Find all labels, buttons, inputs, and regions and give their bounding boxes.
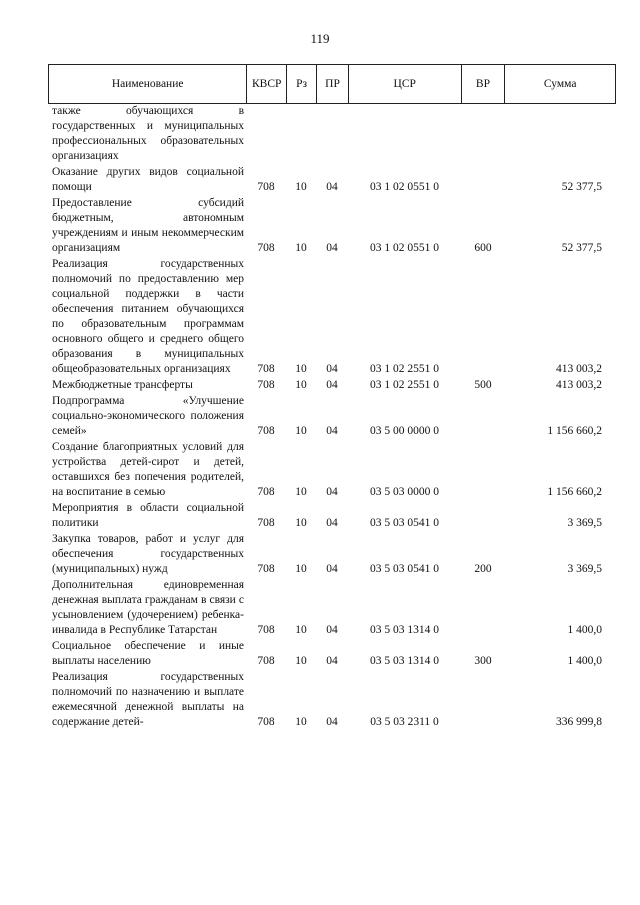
table-body <box>48 104 616 730</box>
row-sum: 413 003,2 <box>556 379 602 391</box>
table-row <box>48 378 616 393</box>
row-csr: 03 1 02 0551 0 <box>370 242 439 254</box>
row-sum: 3 369,5 <box>567 563 602 575</box>
row-name: Создание благоприятных условий для устройства детей-сирот и детей, оставшихся без попечения родителей, на воспитание в семью <box>52 441 244 498</box>
row-rz: 10 <box>295 363 307 375</box>
row-sum: 1 156 660,2 <box>547 425 602 437</box>
row-kvsr: 708 <box>257 655 275 667</box>
row-pr: 04 <box>326 181 338 193</box>
row-sum: 336 999,8 <box>556 716 602 728</box>
header-pr: ПР <box>316 65 348 103</box>
row-pr: 04 <box>326 624 338 636</box>
row-rz: 10 <box>295 242 307 254</box>
row-kvsr: 708 <box>257 563 275 575</box>
row-sum: 1 156 660,2 <box>547 486 602 498</box>
row-kvsr: 708 <box>257 363 275 375</box>
row-name: Реализация государственных полномочий по предоставлению мер социальной поддержки в части обеспечения питанием обучающихся по образовательным программам основного общего и среднего общего образования в муниципальных общеобразовательных организациях <box>52 258 244 375</box>
table-row <box>48 394 616 439</box>
row-sum: 1 400,0 <box>567 624 602 636</box>
row-pr: 04 <box>326 486 338 498</box>
row-rz: 10 <box>295 425 307 437</box>
table-row <box>48 532 616 577</box>
row-rz: 10 <box>295 517 307 529</box>
table-row <box>48 440 616 500</box>
header-name: Наименование <box>111 77 184 90</box>
row-pr: 04 <box>326 716 338 728</box>
header-rz: Рз <box>286 65 316 103</box>
row-rz: 10 <box>295 379 307 391</box>
row-vr: 600 <box>474 242 492 254</box>
row-name: Мероприятия в области социальной политики <box>52 502 244 529</box>
row-vr: 300 <box>474 655 492 667</box>
row-kvsr: 708 <box>257 425 275 437</box>
row-pr: 04 <box>326 242 338 254</box>
table-header <box>48 64 616 104</box>
table-row <box>48 578 616 638</box>
row-sum: 52 377,5 <box>561 181 602 193</box>
row-name: Оказание других видов социальной помощи <box>52 166 244 193</box>
row-rz: 10 <box>295 181 307 193</box>
row-csr: 03 1 02 2551 0 <box>370 379 439 391</box>
row-sum: 52 377,5 <box>561 242 602 254</box>
header-kvsr: КВСР <box>246 65 286 103</box>
row-pr: 04 <box>326 655 338 667</box>
row-rz: 10 <box>295 716 307 728</box>
row-csr: 03 5 03 1314 0 <box>370 655 439 667</box>
header-sum: Сумма <box>504 65 615 103</box>
row-pr: 04 <box>326 425 338 437</box>
row-kvsr: 708 <box>257 486 275 498</box>
table-row <box>48 257 616 377</box>
header-vr: ВР <box>461 65 505 103</box>
row-rz: 10 <box>295 624 307 636</box>
row-vr: 200 <box>474 563 492 575</box>
table-row <box>48 104 616 164</box>
row-name: Закупка товаров, работ и услуг для обеспечения государственных (муниципальных) нужд <box>52 533 244 575</box>
row-rz: 10 <box>295 655 307 667</box>
row-csr: 03 5 03 1314 0 <box>370 624 439 636</box>
row-name: Предоставление субсидий бюджетным, автономным учреждениям и иным некоммерческим организациям <box>52 197 244 254</box>
row-name: Социальное обеспечение и иные выплаты населению <box>52 640 244 667</box>
row-csr: 03 5 00 0000 0 <box>370 425 439 437</box>
table-row <box>48 196 616 256</box>
row-name: Подпрограмма «Улучшение социально-экономического положения семей» <box>52 395 244 437</box>
row-sum: 1 400,0 <box>567 655 602 667</box>
row-csr: 03 5 03 0541 0 <box>370 517 439 529</box>
row-sum: 413 003,2 <box>556 363 602 375</box>
row-kvsr: 708 <box>257 242 275 254</box>
row-name: также обучающихся в государственных и муниципальных профессиональных образовательных организациях <box>52 105 244 162</box>
budget-table <box>48 64 616 731</box>
row-pr: 04 <box>326 379 338 391</box>
row-kvsr: 708 <box>257 379 275 391</box>
page-number: 119 <box>310 31 330 46</box>
row-csr: 03 1 02 2551 0 <box>370 363 439 375</box>
row-csr: 03 5 03 2311 0 <box>370 716 439 728</box>
row-name: Межбюджетные трансферты <box>52 379 193 391</box>
row-pr: 04 <box>326 363 338 375</box>
row-kvsr: 708 <box>257 624 275 636</box>
row-vr: 500 <box>474 379 492 391</box>
table-row <box>48 670 616 730</box>
row-csr: 03 1 02 0551 0 <box>370 181 439 193</box>
row-kvsr: 708 <box>257 517 275 529</box>
header-csr: ЦСР <box>348 65 461 103</box>
row-name: Реализация государственных полномочий по назначению и выплате ежемесячной денежной выплаты на содержание детей- <box>52 671 244 728</box>
row-kvsr: 708 <box>257 181 275 193</box>
row-pr: 04 <box>326 517 338 529</box>
row-csr: 03 5 03 0541 0 <box>370 563 439 575</box>
row-rz: 10 <box>295 563 307 575</box>
row-name: Дополнительная единовременная денежная выплата гражданам в связи с усыновлением (удочерением) ребенка-инвалида в Республике Татарстан <box>52 579 244 636</box>
row-pr: 04 <box>326 563 338 575</box>
table-row <box>48 165 616 195</box>
table-row <box>48 639 616 669</box>
row-kvsr: 708 <box>257 716 275 728</box>
table-row <box>48 501 616 531</box>
row-csr: 03 5 03 0000 0 <box>370 486 439 498</box>
row-rz: 10 <box>295 486 307 498</box>
row-sum: 3 369,5 <box>567 517 602 529</box>
